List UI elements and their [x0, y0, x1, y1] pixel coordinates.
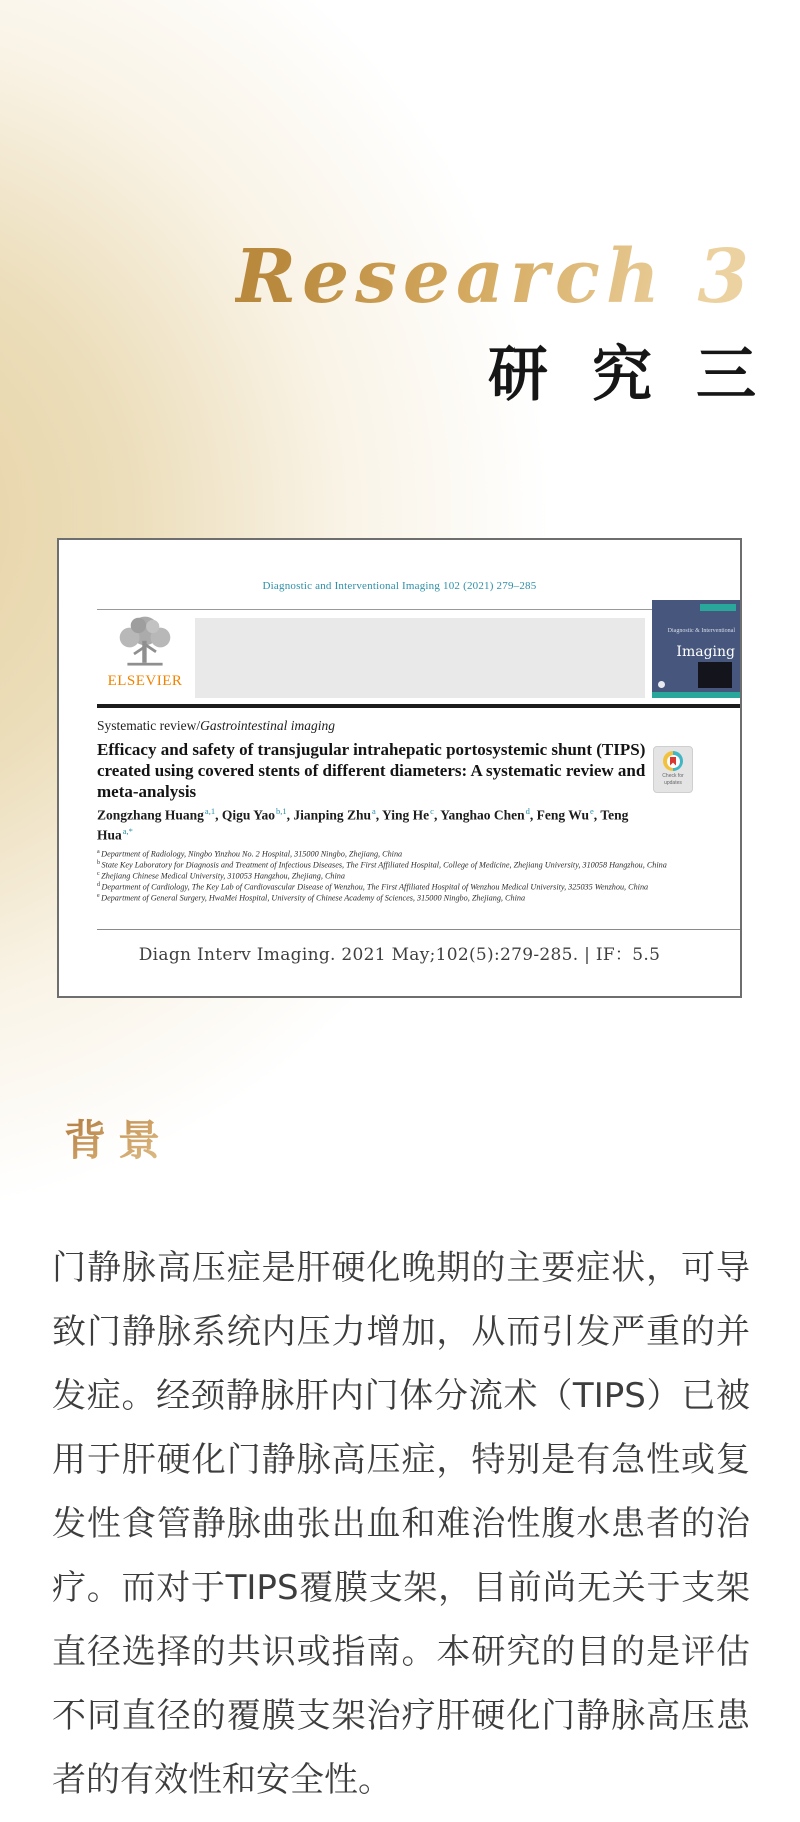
affiliation-superscript: c	[97, 870, 102, 877]
author-superscript: e	[590, 806, 594, 816]
elsevier-logo	[99, 614, 191, 702]
paper-screenshot-card	[57, 538, 742, 998]
check-updates-label: Check for updates	[662, 773, 684, 786]
background-heading: 背景	[64, 1108, 172, 1168]
affiliation-superscript: a	[97, 849, 102, 855]
cover-accent-bar	[700, 604, 736, 611]
author-name: Teng Hua	[97, 807, 629, 843]
author-name: Feng Wu	[536, 807, 590, 823]
author-superscript: a	[372, 806, 376, 816]
cover-photo	[698, 662, 732, 688]
author-superscript: a,1	[204, 806, 216, 816]
author-list: Zongzhang Huang$^{a,1}$, Qigu Yao$^{b,1}$, Jianping Zhu$^a$, Ying He$^c$, Yanghao Chen$^d$, Feng Wu$^e$, Teng Hua$^{a,*}$	[97, 806, 629, 843]
affiliation-item: $^d$ Department of Cardiology, The Key Lab of Cardiovascular Disease of Wenzhou, The First Affiliated Hospital of Wenzhou Medical University, 325035 Wenzhou, China	[97, 881, 649, 892]
article-title: Efficacy and safety of transjugular intrahepatic portosystemic shunt (TIPS) created using covered stents of different diameters: A systematic review and meta-analysis	[97, 740, 646, 802]
author-name: Ying He	[382, 807, 430, 823]
journal-banner-placeholder	[195, 618, 645, 698]
author-name: Jianping Zhu	[293, 807, 372, 823]
article-section-label	[97, 718, 335, 734]
cover-society-logo	[658, 681, 665, 688]
background-paragraph: 门静脉高压症是肝硬化晚期的主要症状，可导致门静脉系统内压力增加，从而引发严重的并发症。经颈静脉肝内门体分流术（TIPS）已被用于肝硬化门静脉高压症，特别是有急性或复发性食管静脉曲张出血和难治性腹水患者的治疗。而对于TIPS覆膜支架，目前尚无关于支架直径选择的共识或指南。本研究的目的是评估不同直径的覆膜支架治疗肝硬化门静脉高压患者的有效性和安全性。	[52, 1248, 750, 1800]
check-for-updates-badge	[653, 746, 693, 793]
journal-cover-thumbnail	[652, 600, 740, 698]
author-superscript: d	[525, 806, 530, 816]
section-label-plain: Systematic review/	[97, 718, 201, 733]
divider	[97, 929, 740, 930]
author-name: Zongzhang Huang	[97, 807, 204, 823]
affiliation-item: $^b$ State Key Laboratory for Diagnosis and Treatment of Infectious Diseases, The First Affiliated Hospital, College of Medicine, Zhejiang University, 310058 Hangzhou, China	[97, 859, 667, 870]
affiliation-superscript: e	[97, 892, 102, 899]
journal-header-line: Diagnostic and Interventional Imaging 102 (2021) 279–285	[262, 580, 537, 592]
citation-line: Diagn Interv Imaging. 2021 May;102(5):279-285. | IF：5.5	[138, 945, 661, 965]
affiliation-superscript: d	[97, 881, 102, 888]
affiliation-superscript: b	[97, 859, 102, 866]
research-script-title: Research 3	[234, 234, 755, 320]
author-superscript: b,1	[275, 806, 287, 816]
affiliation-list	[97, 849, 740, 904]
divider	[97, 609, 702, 610]
cover-large-title: Imaging	[676, 644, 735, 660]
affiliation-item: $^a$ Department of Radiology, Ningbo Yinzhou No. 2 Hospital, 315000 Ningbo, Zhejiang, China	[97, 849, 403, 859]
cover-accent-bar-bottom	[652, 692, 740, 698]
affiliation-item: $^e$ Department of General Surgery, HwaMei Hospital, University of Chinese Academy of Sciences, 315000 Ningbo, Zhejiang, China	[97, 892, 526, 903]
elsevier-tree-icon	[99, 614, 191, 672]
author-superscript: a,*	[122, 826, 133, 837]
research-cn-title: 研究三	[488, 340, 800, 410]
author-name: Yanghao Chen	[440, 807, 525, 823]
author-name: Qigu Yao	[221, 807, 275, 823]
cover-small-title: Diagnostic & Interventional	[667, 628, 735, 634]
section-label-italic: Gastrointestinal imaging	[200, 718, 335, 733]
affiliation-item: $^c$ Zhejiang Chinese Medical University, 310053 Hangzhou, Zhejiang, China	[97, 870, 345, 881]
author-superscript: c	[430, 806, 434, 816]
check-updates-icon	[663, 751, 683, 771]
elsevier-wordmark: ELSEVIER	[107, 673, 183, 689]
thick-divider	[97, 704, 740, 708]
